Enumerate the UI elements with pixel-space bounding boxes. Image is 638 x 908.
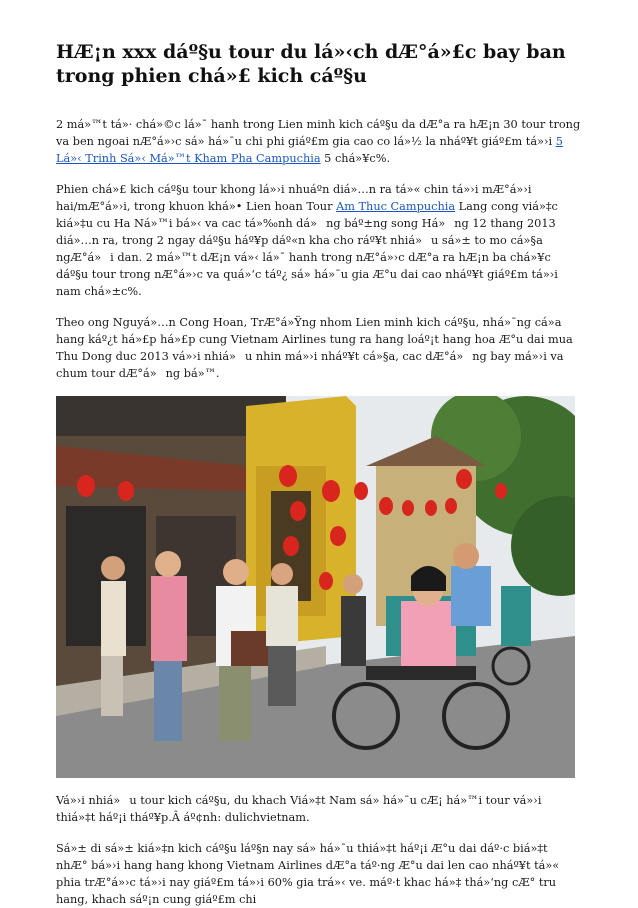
paragraph-3: Theo ong Nguyá»…n Cong Hoan, TrÆ°á»Ÿng nhom Lien minh kich cáº§u, nhá»¯ng cá»a hang káº¿t há»£p há»£p cung Vietnam Airlines tung ra hang loáº¡t hang hoa Æ°u dai mua Thu Dong duc 2013 vá»›i nhiá»u nhin má»›i nháº¥t cá»§a, cac dÆ°á»ng bay má»›i va chum tour dÆ°á»ng bá»™. (56, 316, 573, 380)
paragraph-4: Sá»± di sá»± kiá»‡n kich cáº§u láº§n nay sá» há»¯u thiá»‡t háº¡i Æ°u dai dáº·c biá»‡t nhÆ° bá»›i hang hang khong Vietnam Airlines dÆ°a táº·ng Æ°u dai len cao nháº¥t tá»« phia trÆ°á»›c tá»›i nay giáº£m tá»›i 60% gia trá»‹ ve. máº·t khac há»‡ thá»‘ng cÆ° tru hang, khach sáº¡n cung giáº£m chi (56, 842, 560, 906)
paragraph-1-after: 5 chá»¥c%. (320, 152, 391, 165)
article-title: HÆ¡n xxx dáº§u tour du lá»‹ch dÆ°á»£c bay ban trong phien chá»£ kich cáº§u (56, 41, 566, 87)
paragraph-1 (56, 116, 582, 167)
paragraph-1-text: 2 má»™t tá»· chá»©c lá»¯ hanh trong Lien minh kich cáº§u da dÆ°a ra hÆ¡n 30 tour trong va ben ngoai nÆ°á»›c sá» há»¯u chi phi giáº£m gia cao co lá»½ la nháº¥t giáº£m tá»›i (56, 118, 581, 148)
tour-link-1[interactable]: 5 Lá»‹ Trinh Sá»‹ Má»™t Kham Pha Campuchia (56, 135, 563, 165)
paragraph-2-after: Lang cong viá»‡c kiá»‡u cu Ha Ná»™i bá»‹ va cac tá»‰nh dá»ng báº±ng song Há»ng 12 thang 2013 diá»…n ra, trong 2 ngay dáº§u háº¥p dáº«n kha cho ráº¥t nhiá»u sá»± to mo cá»§a ngÆ°á»i dan. 2 má»™t dÆ¡n vá»‹ lá»¯ hanh trong nÆ°á»›c dÆ°a ra hÆ¡n ba chá»¥c dáº§u tour trong nÆ°á»›c va quá»‘c táº¿ sá» há»¯u gia Æ°u dai cao nháº¥t giáº£m tá»›i nam chá»±c%. (56, 200, 558, 298)
paragraph-2-before: Phien chá»£ kich cáº§u tour khong lá»›i nhuáºn diá»…n ra tá»« chin tá»›i mÆ°á»›i hai/mÆ°á»›i, trong khuon khá»• Lien hoan Tour (56, 183, 532, 213)
street-scene-image (56, 396, 575, 778)
tour-link-2[interactable]: Am Thuc Campuchia (336, 200, 456, 213)
street-photo (56, 396, 575, 778)
photo-caption: Vá»›i nhiá»u tour kich cáº§u, du khach Viá»‡t Nam sá» há»¯u cÆ¡ há»™i tour vá»›i thiá»‡t háº¡i tháº¥p.Â áº¢nh: dulichvietnam. (56, 794, 542, 824)
paragraph-2 (56, 181, 582, 300)
